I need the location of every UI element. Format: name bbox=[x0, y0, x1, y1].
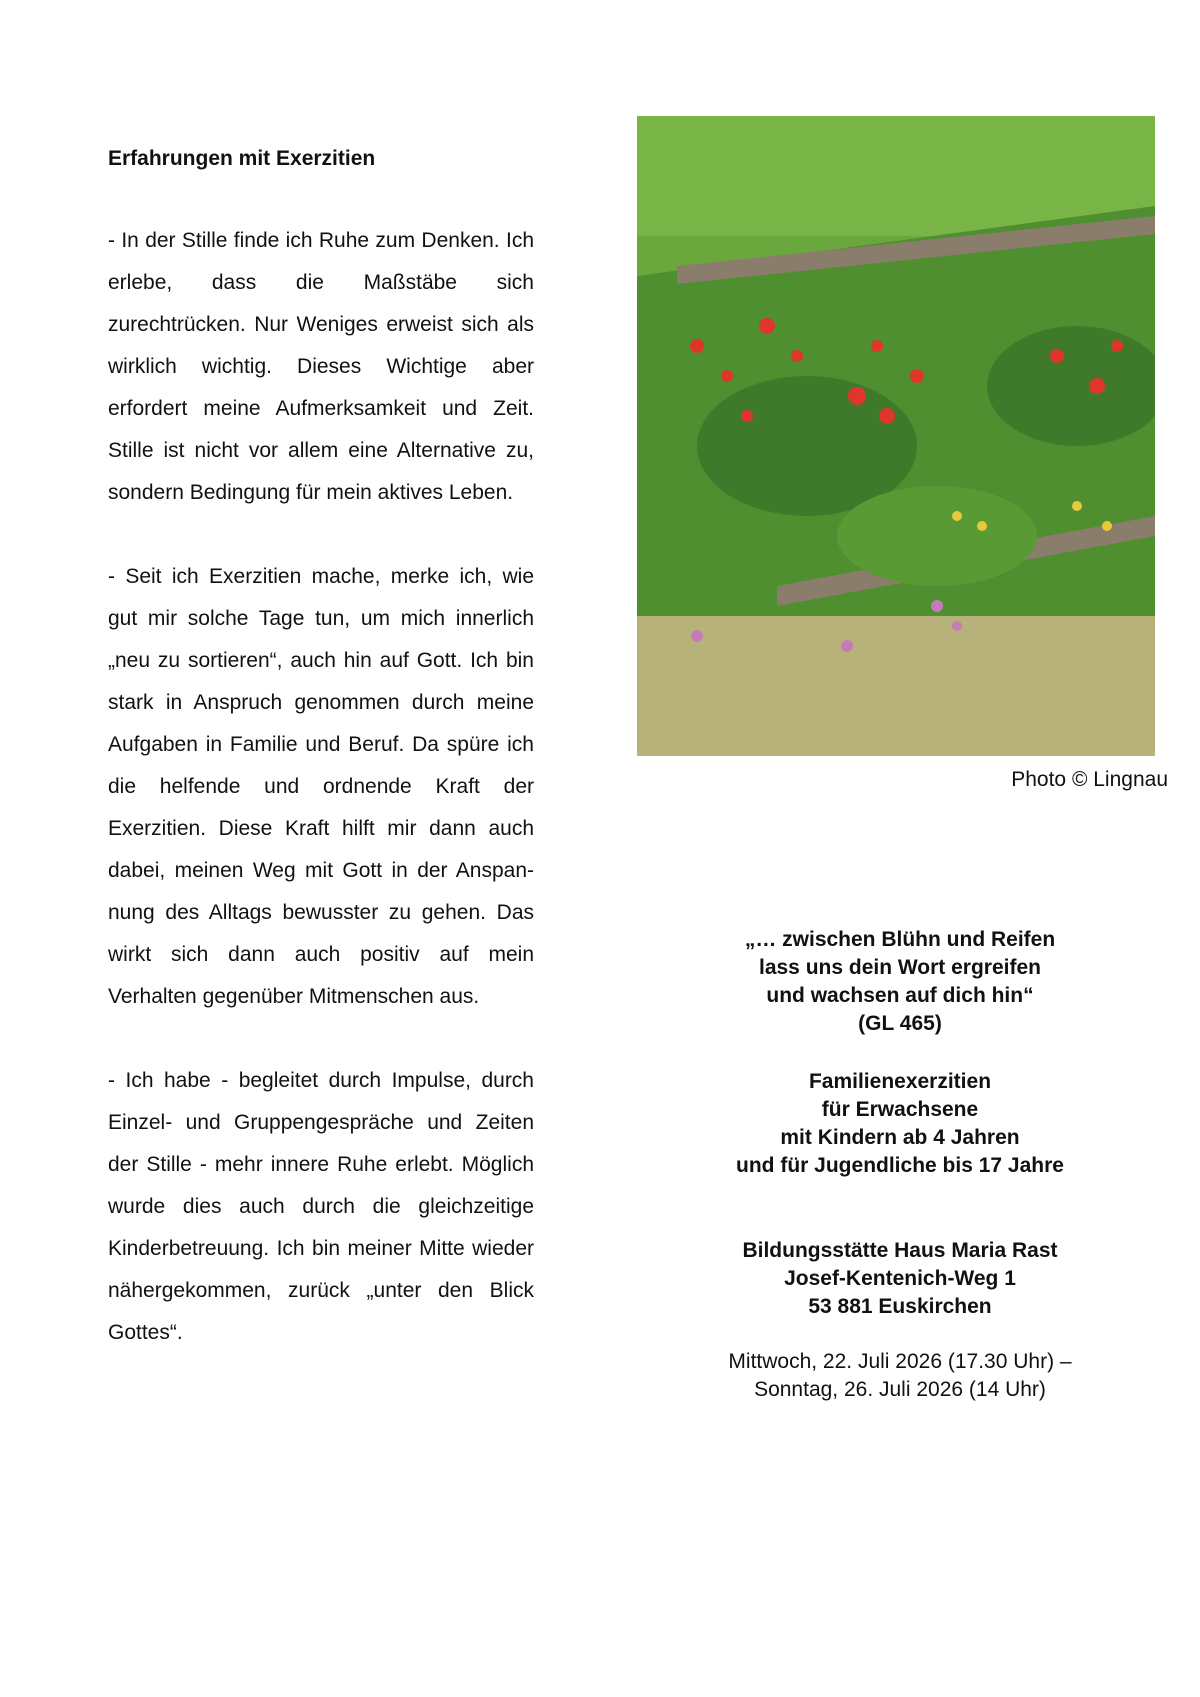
testimonial-paragraph: - Seit ich Exerzitien mache, merke ich, wie gut mir solche Tage tun, um mich innerlich „neu zu sortieren“, auch hin auf Gott. Ich bin stark in Anspruch genommen durch meine Aufgaben in Familie und Beruf. Da spüre ich die helfende und ordnende Kraft der Exerzitien. Diese Kraft hilft mir dann auch dabei, meinen Weg mit Gott in der Anspannung des Alltags bewusster zu gehen. Das wirkt sich dann auch positiv auf mein Verhalten gegenüber Mitmenschen aus. bbox=[108, 565, 534, 1008]
poppy-flower bbox=[848, 387, 866, 405]
event-line: und für Jugendliche bis 17 Jahre bbox=[736, 1154, 1064, 1177]
poppy-flower bbox=[1050, 349, 1064, 363]
event-title bbox=[660, 1068, 1140, 1180]
pink-flower bbox=[952, 621, 962, 631]
venue-address bbox=[660, 1237, 1140, 1321]
photo-credit: Photo © Lingnau bbox=[1011, 768, 1168, 791]
yellow-flower bbox=[1072, 501, 1082, 511]
venue-name: Bildungsstätte Haus Maria Rast bbox=[742, 1239, 1058, 1262]
pink-flower bbox=[931, 600, 943, 612]
poppy-flower bbox=[1111, 340, 1123, 352]
pink-flower bbox=[841, 640, 853, 652]
venue-street: Josef-Kentenich-Weg 1 bbox=[784, 1267, 1016, 1290]
yellow-flower bbox=[952, 511, 962, 521]
poppy-flower bbox=[741, 410, 753, 422]
quote-line: lass uns dein Wort ergreifen bbox=[758, 956, 1041, 979]
shrub bbox=[837, 486, 1037, 586]
event-line: für Erwachsene bbox=[821, 1098, 979, 1121]
dry-grass-foreground bbox=[637, 616, 1155, 756]
hymn-quote bbox=[660, 926, 1140, 1038]
poppy-flower bbox=[1089, 378, 1105, 394]
quote-reference: (GL 465) bbox=[858, 1012, 942, 1035]
poppy-flower bbox=[910, 369, 924, 383]
poppy-flower bbox=[721, 370, 733, 382]
venue-city: 53 881 Euskirchen bbox=[808, 1295, 992, 1318]
event-line: mit Kindern ab 4 Jahren bbox=[780, 1126, 1020, 1149]
testimonial-paragraph: - In der Stille finde ich Ruhe zum Denken. Ich erlebe, dass die Maßstäbe sich zurechtrücken. Nur Weniges erweist sich als wirklich wichtig. Dieses Wichtige aber erfordert meine Aufmerksamkeit und Zeit. Stille ist nicht vor allem eine Alternative zu, sondern Bedingung für mein aktives Leben. bbox=[108, 229, 534, 504]
garden-photo bbox=[637, 116, 1155, 756]
pink-flower bbox=[691, 630, 703, 642]
testimonials-column bbox=[108, 138, 534, 1396]
yellow-flower bbox=[977, 521, 987, 531]
yellow-flower bbox=[1102, 521, 1112, 531]
event-line: Familienexerzitien bbox=[808, 1070, 992, 1093]
event-dates bbox=[660, 1348, 1140, 1404]
poppy-flower bbox=[871, 340, 883, 352]
section-heading: Erfahrungen mit Exerzitien bbox=[108, 147, 376, 170]
start-date: Mittwoch, 22. Juli 2026 (17.30 Uhr) – bbox=[728, 1350, 1072, 1373]
quote-line: „… zwischen Blühn und Reifen bbox=[744, 928, 1056, 951]
quote-line: und wachsen auf dich hin“ bbox=[766, 984, 1034, 1007]
poppy-flower bbox=[690, 339, 704, 353]
garden-illustration bbox=[637, 116, 1155, 756]
end-date: Sonntag, 26. Juli 2026 (14 Uhr) bbox=[754, 1378, 1046, 1401]
poppy-flower bbox=[879, 408, 895, 424]
poppy-flower bbox=[759, 318, 775, 334]
testimonial-paragraph: - Ich habe - begleitet durch Impulse, durch Einzel- und Gruppengespräche und Zeiten der Stille - mehr innere Ruhe erlebt. Möglich wurde dies auch durch die gleichzeitige Kinderbetreuung. Ich bin meiner Mitte wieder nähergekommen, zurück „unter den Blick Gottes“. bbox=[108, 1069, 534, 1344]
poppy-flower bbox=[791, 350, 803, 362]
